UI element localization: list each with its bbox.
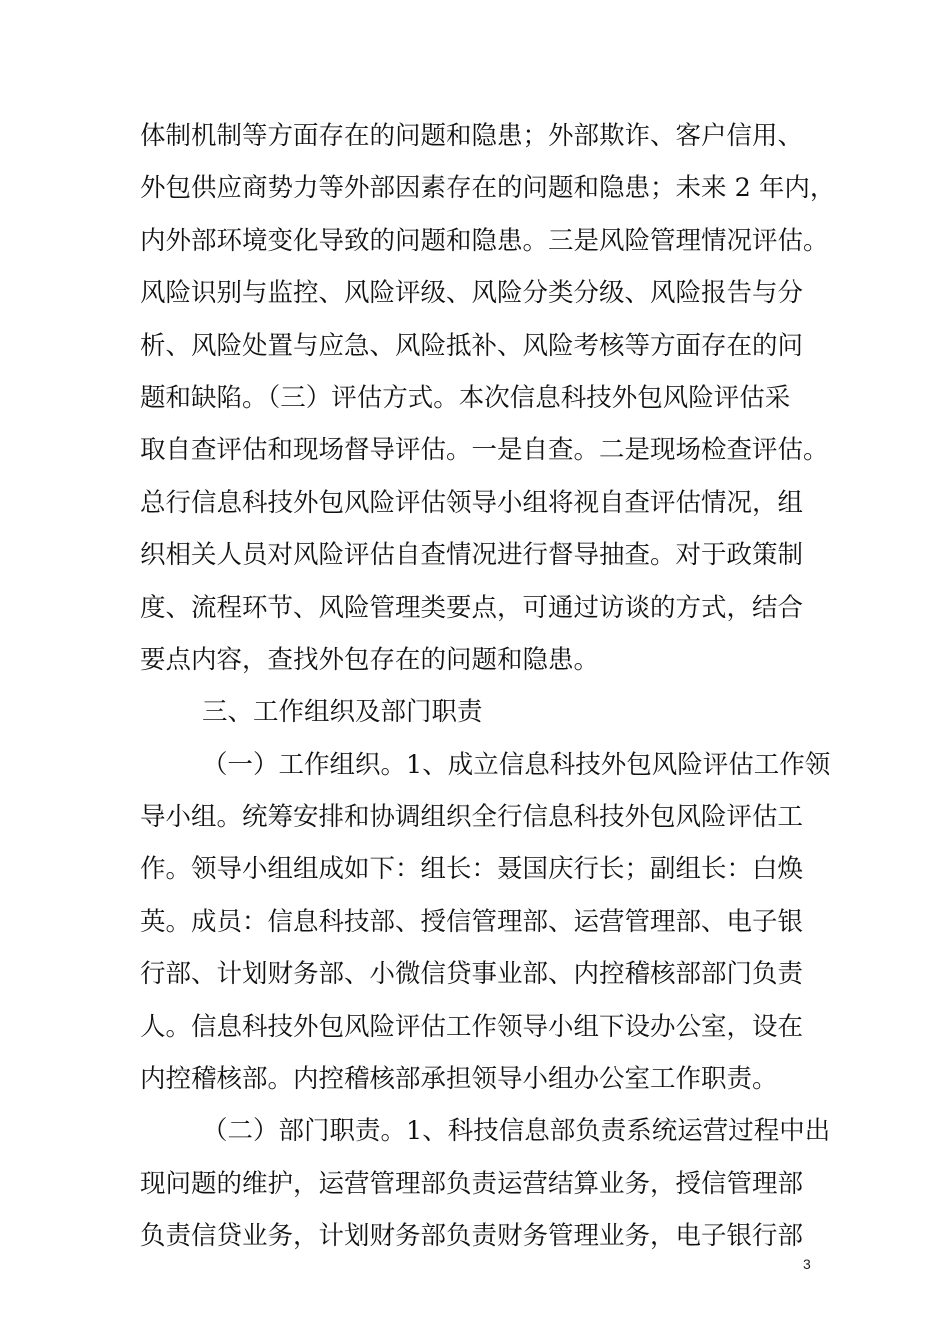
text-line: 题和缺陷。（三）评估方式。本次信息科技外包风险评估采 <box>140 382 791 413</box>
text-line: 人。信息科技外包风险评估工作领导小组下设办公室，设在 <box>140 1011 804 1042</box>
text-line: 作。领导小组组成如下：组长：聂国庆行长；副组长：白焕 <box>140 854 804 885</box>
text-line: 织相关人员对风险评估自查情况进行督导抽查。对于政策制 <box>140 540 804 571</box>
text-line: 要点内容，查找外包存在的问题和隐患。 <box>140 644 600 675</box>
text-line: 现问题的维护，运营管理部负责运营结算业务，授信管理部 <box>140 1168 804 1199</box>
body-text <box>140 110 836 1263</box>
page-number: 3 <box>803 1256 811 1272</box>
text-line: 英。成员：信息科技部、授信管理部、运营管理部、电子银 <box>140 906 804 937</box>
text-line: 行部、计划财务部、小微信贷事业部、内控稽核部部门负责 <box>140 959 804 990</box>
text-line: 取自查评估和现场督导评估。一是自查。二是现场检查评估。 <box>140 435 829 466</box>
text-line: 外包供应商势力等外部因素存在的问题和隐患；未来 2 年内， <box>140 173 836 204</box>
text-line: 总行信息科技外包风险评估领导小组将视自查评估情况，组 <box>140 487 804 518</box>
text-line: 内外部环境变化导致的问题和隐患。三是风险管理情况评估。 <box>140 225 829 256</box>
text-line: 体制机制等方面存在的问题和隐患；外部欺诈、客户信用、 <box>140 121 804 151</box>
text-line: 内控稽核部。内控稽核部承担领导小组办公室工作职责。 <box>140 1064 778 1095</box>
text-line: 度、流程环节、风险管理类要点，可通过访谈的方式，结合 <box>140 592 804 623</box>
text-line: 析、风险处置与应急、风险抵补、风险考核等方面存在的问 <box>140 330 804 361</box>
text-line: 风险识别与监控、风险评级、风险分类分级、风险报告与分 <box>140 278 804 309</box>
text-line: （一）工作组织。1、成立信息科技外包风险评估工作领 <box>202 749 831 780</box>
text-line: 负责信贷业务，计划财务部负责财务管理业务，电子银行部 <box>140 1221 804 1252</box>
section-heading: 三、工作组织及部门职责 <box>202 697 483 728</box>
text-line: （二）部门职责。1、科技信息部负责系统运营过程中出 <box>202 1116 831 1147</box>
text-line: 导小组。统筹安排和协调组织全行信息科技外包风险评估工 <box>140 802 804 833</box>
